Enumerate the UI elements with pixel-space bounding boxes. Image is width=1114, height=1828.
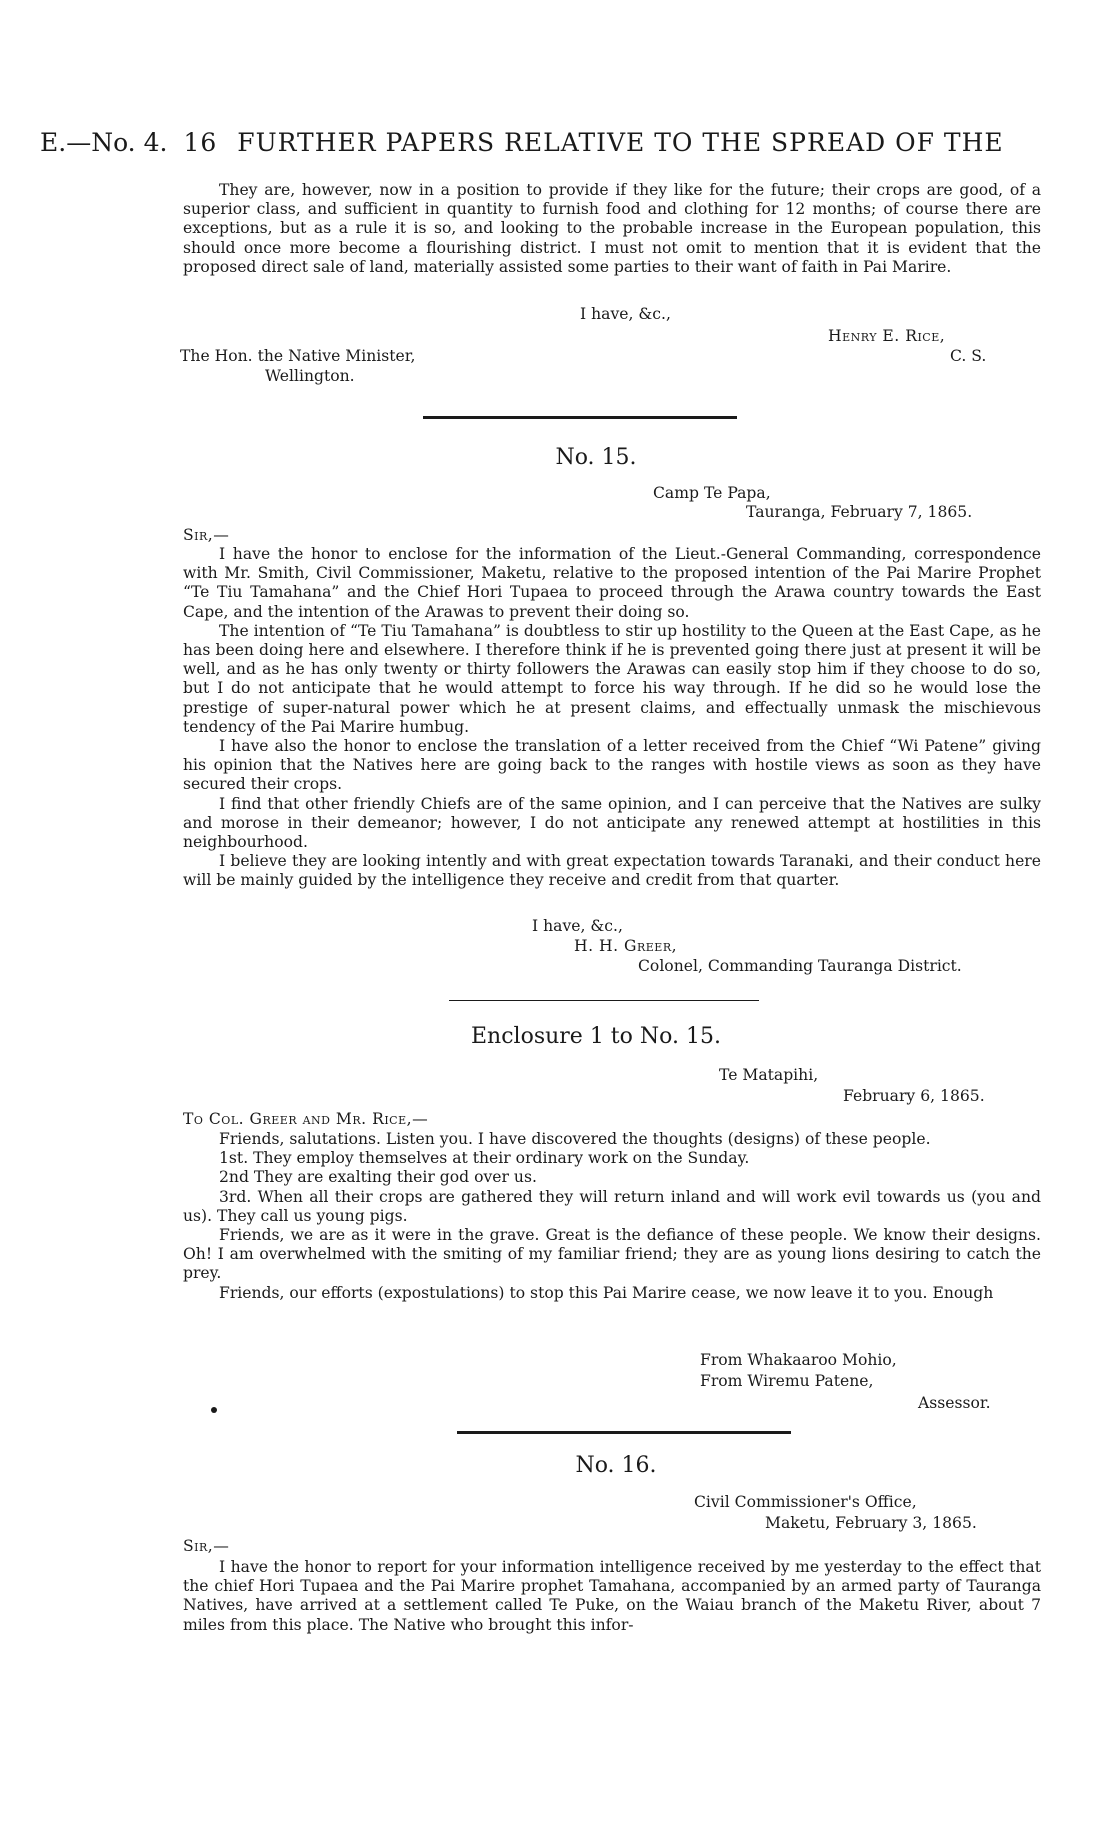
letter-16-date: Maketu, February 3, 1865. xyxy=(765,1514,977,1532)
page-number: 16 xyxy=(183,128,218,157)
enclosure-from-1 xyxy=(700,1351,897,1370)
letter-15-paragraph: I find that other friendly Chiefs are of the same opinion, and I can perceive that the Natives are sulky and morose in their demeanor; however, I do not anticipate any renewed attempt at hostilities in this neighbourhood. xyxy=(183,794,1041,852)
letter-15-date: Tauranga, February 7, 1865. xyxy=(746,503,973,521)
enclosure-paragraph: Friends, our efforts (expostulations) to stop this Pai Marire cease, we now leave it to you. Enough xyxy=(219,1283,994,1302)
letter-14-signature-title: C. S. xyxy=(950,347,987,365)
enclosure-list-item: 2nd They are exalting their god over us. xyxy=(219,1168,537,1187)
enclosure-list-item: 3rd. When all their crops are gathered they will return inland and will work evil towards us (you and us). They call us young pigs. xyxy=(183,1187,1041,1225)
enclosure-from-2-text: From Wiremu Patene, xyxy=(700,1372,874,1390)
letter-15-paragraph: The intention of “Te Tiu Tamahana” is doubtless to stir up hostility to the Queen at the East Cape, as he has been doing here and elsewhere. I therefore think if he is prevented going there just at present it will be well, and as he has only twenty or thirty followers the Arawas can easily stop him if they choose to do so, but I do not anticipate that he would attempt to force his way through. If he did so he would lose the prestige of super-natural power which he at present claims, and effectually unmask the mischievous tendency of the Pai Marire humbug. xyxy=(183,621,1041,736)
letter-16-place: Civil Commissioner's Office, xyxy=(694,1493,917,1511)
enclosure-date: February 6, 1865. xyxy=(843,1087,985,1105)
enclosure-from-2 xyxy=(700,1372,873,1391)
letter-15-closing: I have, &c., xyxy=(532,917,623,935)
letter-15-paragraph: I believe they are looking intently and with great expectation towards Taranaki, and their conduct here will be mainly guided by the intelligence they receive and credit from that quarter. xyxy=(183,852,1041,890)
ink-dot xyxy=(211,1407,217,1413)
page-header xyxy=(40,128,1040,157)
letter-16-body xyxy=(183,1558,1041,1635)
enclosure-body xyxy=(183,1130,1041,1303)
letter-15-salutation: Sir,— xyxy=(183,526,230,544)
section-divider xyxy=(423,416,737,419)
letter-14-body xyxy=(183,181,1041,277)
letter-14-closing: I have, &c., xyxy=(580,305,671,323)
letter-15-signature-name: H. H. Greer, xyxy=(574,937,678,955)
letter-15-paragraph: I have also the honor to enclose the translation of a letter received from the Chief “Wi Patene” giving his opinion that the Natives here are going back to the ranges with hostile views as soon as they have secured their crops. xyxy=(183,737,1041,794)
enclosure-paragraph: Friends, we are as it were in the grave. Great is the defiance of these people. We know their designs. Oh! I am overwhelmed with the smiting of my familiar friend; they are as young lions desiring to catch the prey. xyxy=(183,1226,1041,1283)
letter-15-body xyxy=(183,545,1041,891)
enclosure-heading: Enclosure 1 to No. 15. xyxy=(471,1024,721,1049)
letter-14-signature-name: Henry E. Rice, xyxy=(828,327,946,345)
section-number: E.—No. 4. xyxy=(40,128,168,157)
enclosure-place: Te Matapihi, xyxy=(719,1066,819,1084)
enclosure-intro: Friends, salutations. Listen you. I have discovered the thoughts (designs) of these people. xyxy=(219,1130,931,1148)
enclosure-list-item: 1st. They employ themselves at their ordinary work on the Sunday. xyxy=(219,1149,750,1168)
letter-16-paragraph: I have the honor to report for your information intelligence received by me yesterday to the effect that the chief Hori Tupaea and the Pai Marire prophet Tamahana, accompanied by an armed party of Tauranga Natives, have arrived at a settlement called Te Puke, on the Waiau branch of the Maketu River, about 7 miles from this place. The Native who brought this infor- xyxy=(183,1558,1041,1634)
letter-15-paragraph: I have the honor to enclose for the information of the Lieut.-General Commanding, correspondence with Mr. Smith, Civil Commissioner, Maketu, relative to the proposed intention of the Pai Marire Prophet “Te Tiu Tamahana” and the Chief Hori Tupaea to proceed through the Arawa country towards the East Cape, and the intention of the Arawas to prevent their doing so. xyxy=(183,545,1041,621)
letter-14-paragraph: They are, however, now in a position to provide if they like for the future; their crops are good, of a superior class, and sufficient in quantity to furnish food and clothing for 12 months; of course there are exceptions, but as a rule it is so, and looking to the probable increase in the European population, this should once more become a flourishing district. I must not omit to mention that it is evident that the proposed direct sale of land, materially assisted some parties to their want of faith in Pai Marire. xyxy=(183,181,1041,276)
letter-16-salutation: Sir,— xyxy=(183,1537,230,1555)
letter-14-addressee: The Hon. the Native Minister, xyxy=(180,347,416,365)
enclosure-from-2-title: Assessor. xyxy=(918,1394,991,1412)
letter-15-place: Camp Te Papa, xyxy=(653,484,771,502)
section-divider xyxy=(449,1000,759,1001)
page-header-title: FURTHER PAPERS RELATIVE TO THE SPREAD OF THE xyxy=(237,128,1004,157)
enclosure-salutation: To Col. Greer and Mr. Rice,— xyxy=(183,1110,429,1128)
letter-14-addressee-city: Wellington. xyxy=(265,367,355,385)
section-divider xyxy=(457,1431,791,1434)
enclosure-from-1-text: From Whakaaroo Mohio, xyxy=(700,1351,897,1369)
letter-15-heading: No. 15. xyxy=(555,445,637,470)
letter-15-signature-title: Colonel, Commanding Tauranga District. xyxy=(638,957,962,975)
letter-16-heading: No. 16. xyxy=(575,1453,657,1478)
